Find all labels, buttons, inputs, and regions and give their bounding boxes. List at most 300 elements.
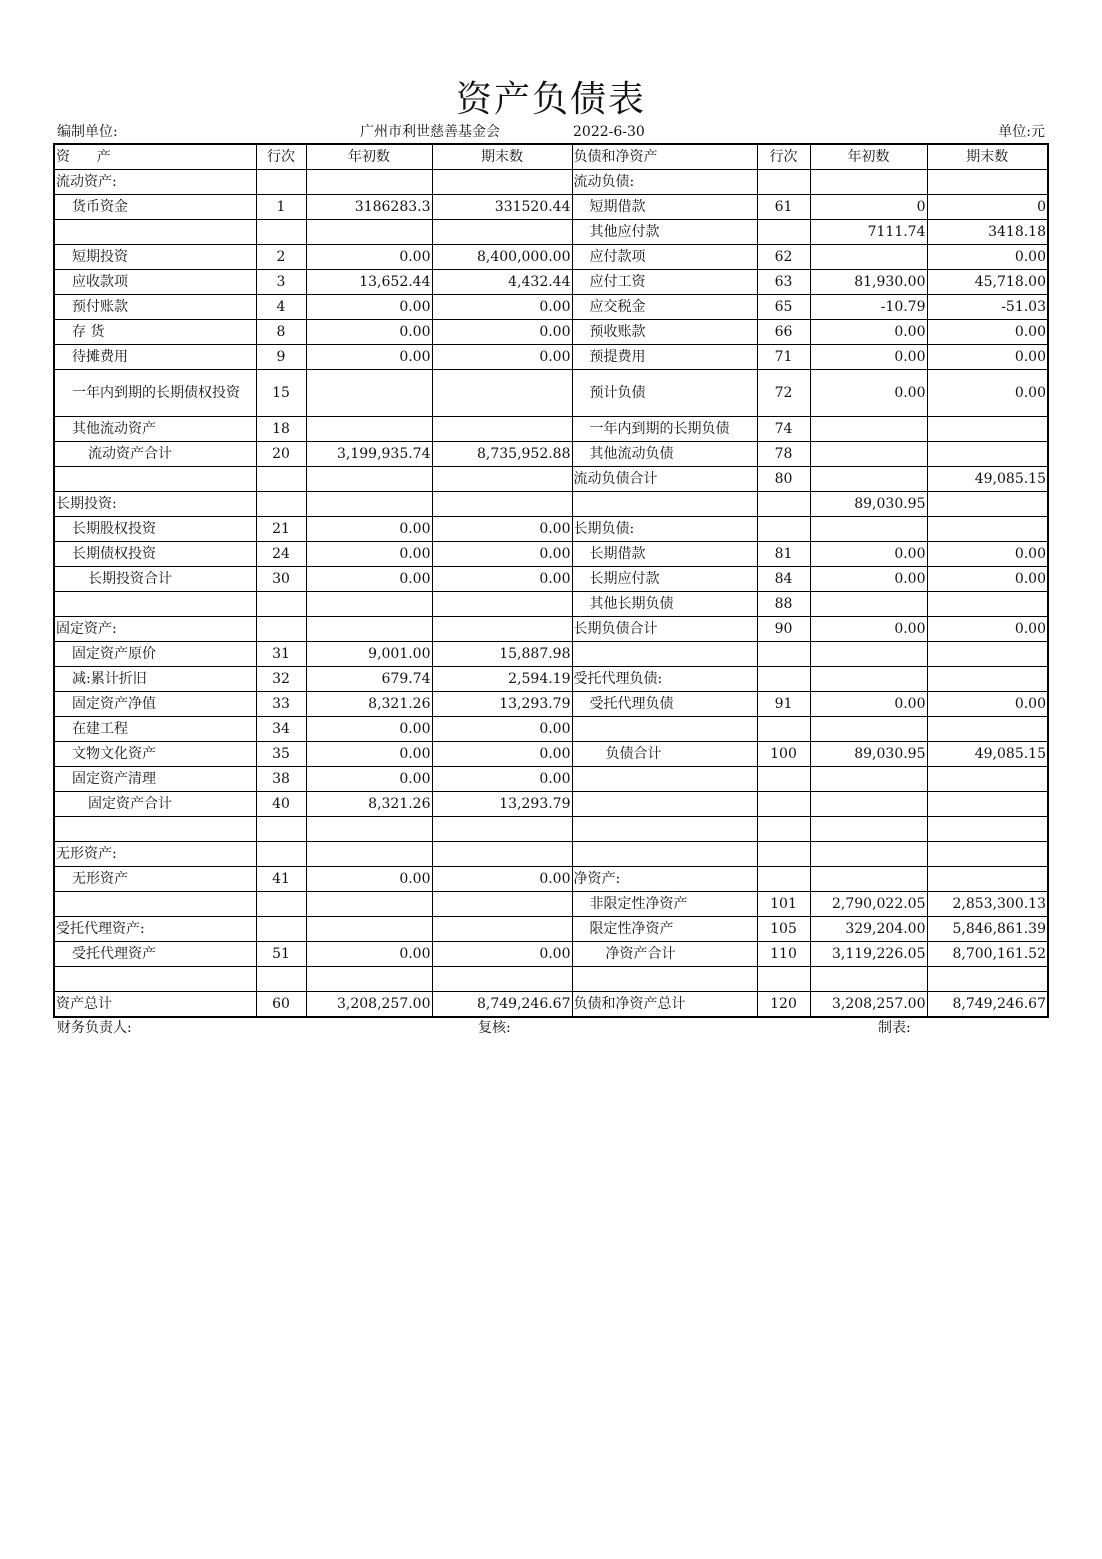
asset-line: 30: [256, 567, 306, 592]
liability-end: [927, 442, 1048, 467]
liability-end: [927, 592, 1048, 617]
table-row: [54, 592, 1048, 617]
header-line-2: 行次: [757, 144, 810, 170]
liability-name: 其他长期负债: [572, 592, 757, 617]
liability-line: 88: [757, 592, 810, 617]
asset-line: [256, 967, 306, 992]
liability-line: 74: [757, 417, 810, 442]
balance-sheet-table: [53, 143, 1049, 1018]
liability-begin: [810, 717, 927, 742]
table-row: [54, 817, 1048, 842]
table-row: [54, 295, 1048, 320]
table-row: [54, 692, 1048, 717]
asset-begin: 0.00: [306, 767, 432, 792]
table-row: [54, 642, 1048, 667]
liability-end: 5,846,861.39: [927, 917, 1048, 942]
liability-name: 净资产:: [572, 867, 757, 892]
liability-line: 72: [757, 370, 810, 417]
asset-line: 3: [256, 270, 306, 295]
liability-line: 101: [757, 892, 810, 917]
liability-end: [927, 717, 1048, 742]
asset-end: 13,293.79: [432, 792, 572, 817]
asset-line: 18: [256, 417, 306, 442]
header-asset: 资 产: [54, 144, 256, 170]
asset-name: 长期投资合计: [54, 567, 256, 592]
asset-line: 41: [256, 867, 306, 892]
liability-name: 预收账款: [572, 320, 757, 345]
asset-name: 资产总计: [54, 992, 256, 1018]
liability-end: [927, 767, 1048, 792]
liability-end: 49,085.15: [927, 467, 1048, 492]
liability-line: 61: [757, 195, 810, 220]
liability-begin: [810, 467, 927, 492]
asset-name: 长期债权投资: [54, 542, 256, 567]
liability-name: 净资产合计: [572, 942, 757, 967]
liability-begin: 0.00: [810, 320, 927, 345]
liability-end: [927, 967, 1048, 992]
asset-end: 8,400,000.00: [432, 245, 572, 270]
asset-begin: [306, 170, 432, 195]
asset-end: 0.00: [432, 295, 572, 320]
asset-begin: [306, 892, 432, 917]
finance-officer-label: 财务负责人:: [57, 1020, 132, 1036]
header-liability: 负债和净资产: [572, 144, 757, 170]
liability-name: [572, 492, 757, 517]
asset-name: 其他流动资产: [54, 417, 256, 442]
asset-begin: 0.00: [306, 567, 432, 592]
asset-end: 0.00: [432, 345, 572, 370]
asset-line: [256, 842, 306, 867]
liability-begin: [810, 245, 927, 270]
liability-name: 一年内到期的长期负债: [572, 417, 757, 442]
asset-line: 51: [256, 942, 306, 967]
asset-line: 33: [256, 692, 306, 717]
liability-begin: 2,790,022.05: [810, 892, 927, 917]
asset-name: 流动资产合计: [54, 442, 256, 467]
table-row: [54, 517, 1048, 542]
asset-begin: [306, 617, 432, 642]
liability-name: 长期借款: [572, 542, 757, 567]
asset-line: 8: [256, 320, 306, 345]
liability-begin: [810, 867, 927, 892]
table-row: [54, 467, 1048, 492]
liability-line: 90: [757, 617, 810, 642]
asset-end: 13,293.79: [432, 692, 572, 717]
asset-end: [432, 417, 572, 442]
liability-name: 应付工资: [572, 270, 757, 295]
liability-name: 流动负债合计: [572, 467, 757, 492]
liability-begin: 329,204.00: [810, 917, 927, 942]
liability-name: 应付款项: [572, 245, 757, 270]
asset-end: [432, 592, 572, 617]
table-row: [54, 370, 1048, 417]
liability-line: [757, 667, 810, 692]
table-row: [54, 967, 1048, 992]
liability-end: 0.00: [927, 345, 1048, 370]
asset-line: 24: [256, 542, 306, 567]
table-row: [54, 792, 1048, 817]
asset-end: 0.00: [432, 717, 572, 742]
liability-end: 49,085.15: [927, 742, 1048, 767]
liability-end: [927, 170, 1048, 195]
asset-begin: [306, 492, 432, 517]
liability-name: 其他应付款: [572, 220, 757, 245]
asset-line: 60: [256, 992, 306, 1018]
liability-begin: 0.00: [810, 345, 927, 370]
liability-line: [757, 492, 810, 517]
table-row: [54, 717, 1048, 742]
asset-end: 0.00: [432, 517, 572, 542]
asset-begin: 3,208,257.00: [306, 992, 432, 1018]
table-row: [54, 567, 1048, 592]
liability-end: 0: [927, 195, 1048, 220]
liability-line: 65: [757, 295, 810, 320]
asset-end: [432, 220, 572, 245]
table-row: [54, 542, 1048, 567]
liability-line: 66: [757, 320, 810, 345]
asset-name: 存 货: [54, 320, 256, 345]
liability-end: 0.00: [927, 320, 1048, 345]
liability-line: 62: [757, 245, 810, 270]
liability-line: [757, 792, 810, 817]
asset-name: 在建工程: [54, 717, 256, 742]
table-row: [54, 617, 1048, 642]
asset-begin: [306, 467, 432, 492]
table-row: [54, 442, 1048, 467]
liability-begin: 0.00: [810, 542, 927, 567]
asset-line: 40: [256, 792, 306, 817]
asset-end: [432, 170, 572, 195]
liability-begin: [810, 967, 927, 992]
liability-begin: 0.00: [810, 617, 927, 642]
liability-begin: 3,208,257.00: [810, 992, 927, 1018]
liability-name: 长期负债:: [572, 517, 757, 542]
liability-name: [572, 642, 757, 667]
liability-begin: 3,119,226.05: [810, 942, 927, 967]
asset-begin: [306, 817, 432, 842]
asset-name: [54, 967, 256, 992]
asset-begin: 0.00: [306, 942, 432, 967]
asset-name: 受托代理资产: [54, 942, 256, 967]
asset-name: 固定资产合计: [54, 792, 256, 817]
table-row: [54, 245, 1048, 270]
asset-end: [432, 467, 572, 492]
table-row: [54, 195, 1048, 220]
liability-line: [757, 517, 810, 542]
table-row: [54, 767, 1048, 792]
asset-line: 20: [256, 442, 306, 467]
liability-line: [757, 867, 810, 892]
asset-end: [432, 370, 572, 417]
liability-name: [572, 817, 757, 842]
liability-end: 0.00: [927, 617, 1048, 642]
liability-end: 0.00: [927, 692, 1048, 717]
liability-name: 其他流动负债: [572, 442, 757, 467]
asset-begin: [306, 220, 432, 245]
liability-name: 限定性净资产: [572, 917, 757, 942]
liability-line: 105: [757, 917, 810, 942]
liability-line: 100: [757, 742, 810, 767]
liability-begin: 89,030.95: [810, 492, 927, 517]
liability-end: 0.00: [927, 567, 1048, 592]
header-begin-2: 年初数: [810, 144, 927, 170]
liability-name: 长期负债合计: [572, 617, 757, 642]
asset-begin: 0.00: [306, 517, 432, 542]
liability-end: 8,700,161.52: [927, 942, 1048, 967]
asset-name: 文物文化资产: [54, 742, 256, 767]
liability-line: 110: [757, 942, 810, 967]
table-row: [54, 220, 1048, 245]
asset-name: 固定资产清理: [54, 767, 256, 792]
asset-end: 331520.44: [432, 195, 572, 220]
liability-begin: [810, 170, 927, 195]
asset-begin: 8,321.26: [306, 692, 432, 717]
report-date: 2022-6-30: [573, 124, 645, 140]
asset-line: [256, 170, 306, 195]
liability-begin: [810, 442, 927, 467]
asset-name: 固定资产原价: [54, 642, 256, 667]
reviewer-label: 复核:: [478, 1020, 511, 1036]
liability-end: 0.00: [927, 370, 1048, 417]
asset-name: 长期投资:: [54, 492, 256, 517]
asset-name: 减:累计折旧: [54, 667, 256, 692]
table-row: [54, 867, 1048, 892]
asset-begin: 0.00: [306, 345, 432, 370]
liability-name: [572, 842, 757, 867]
liability-line: 91: [757, 692, 810, 717]
asset-begin: 13,652.44: [306, 270, 432, 295]
liability-name: 应交税金: [572, 295, 757, 320]
asset-end: 4,432.44: [432, 270, 572, 295]
liability-begin: -10.79: [810, 295, 927, 320]
liability-name: 流动负债:: [572, 170, 757, 195]
header-row: [54, 144, 1048, 170]
liability-name: 负债和净资产总计: [572, 992, 757, 1018]
asset-name: [54, 467, 256, 492]
liability-line: [757, 170, 810, 195]
liability-begin: [810, 517, 927, 542]
asset-end: 8,749,246.67: [432, 992, 572, 1018]
asset-name: 短期投资: [54, 245, 256, 270]
liability-begin: [810, 642, 927, 667]
liability-begin: [810, 592, 927, 617]
liability-line: [757, 842, 810, 867]
liability-end: [927, 642, 1048, 667]
asset-line: [256, 892, 306, 917]
asset-name: 固定资产净值: [54, 692, 256, 717]
liability-name: 长期应付款: [572, 567, 757, 592]
asset-line: 4: [256, 295, 306, 320]
liability-end: 0.00: [927, 245, 1048, 270]
liability-begin: 0.00: [810, 567, 927, 592]
asset-begin: 0.00: [306, 245, 432, 270]
asset-name: 预付账款: [54, 295, 256, 320]
asset-end: 15,887.98: [432, 642, 572, 667]
liability-line: 80: [757, 467, 810, 492]
asset-line: 1: [256, 195, 306, 220]
liability-line: [757, 817, 810, 842]
asset-line: [256, 492, 306, 517]
asset-line: [256, 592, 306, 617]
report-title: 资产负债表: [455, 79, 646, 120]
header-end: 期末数: [432, 144, 572, 170]
asset-name: 待摊费用: [54, 345, 256, 370]
liability-line: 63: [757, 270, 810, 295]
asset-end: [432, 492, 572, 517]
liability-end: [927, 517, 1048, 542]
liability-begin: 0.00: [810, 370, 927, 417]
asset-begin: 9,001.00: [306, 642, 432, 667]
asset-line: 32: [256, 667, 306, 692]
header-begin: 年初数: [306, 144, 432, 170]
table-row: [54, 992, 1048, 1018]
liability-name: 非限定性净资产: [572, 892, 757, 917]
asset-end: 0.00: [432, 867, 572, 892]
asset-end: [432, 817, 572, 842]
liability-line: [757, 220, 810, 245]
asset-begin: 0.00: [306, 320, 432, 345]
table-row: [54, 842, 1048, 867]
liability-line: [757, 717, 810, 742]
header-end-2: 期末数: [927, 144, 1048, 170]
asset-end: [432, 892, 572, 917]
asset-begin: 0.00: [306, 867, 432, 892]
table-row: [54, 345, 1048, 370]
liability-end: 45,718.00: [927, 270, 1048, 295]
asset-name: 长期股权投资: [54, 517, 256, 542]
liability-name: 受托代理负债:: [572, 667, 757, 692]
liability-end: 2,853,300.13: [927, 892, 1048, 917]
liability-end: 8,749,246.67: [927, 992, 1048, 1018]
liability-line: 81: [757, 542, 810, 567]
table-row: [54, 492, 1048, 517]
asset-end: [432, 967, 572, 992]
asset-name: 无形资产:: [54, 842, 256, 867]
liability-line: 71: [757, 345, 810, 370]
asset-name: 固定资产:: [54, 617, 256, 642]
asset-begin: 3186283.3: [306, 195, 432, 220]
table-row: [54, 667, 1048, 692]
liability-end: [927, 842, 1048, 867]
asset-line: [256, 817, 306, 842]
asset-name: 流动资产:: [54, 170, 256, 195]
asset-begin: 679.74: [306, 667, 432, 692]
asset-line: [256, 220, 306, 245]
asset-name: [54, 592, 256, 617]
asset-line: 2: [256, 245, 306, 270]
table-row: [54, 942, 1048, 967]
table-row: [54, 320, 1048, 345]
liability-name: [572, 967, 757, 992]
asset-line: 34: [256, 717, 306, 742]
liability-end: 3418.18: [927, 220, 1048, 245]
liability-end: [927, 667, 1048, 692]
asset-name: [54, 817, 256, 842]
liability-name: [572, 792, 757, 817]
liability-line: [757, 767, 810, 792]
asset-line: 35: [256, 742, 306, 767]
table-row: [54, 270, 1048, 295]
asset-begin: 0.00: [306, 295, 432, 320]
asset-line: [256, 617, 306, 642]
asset-end: 0.00: [432, 942, 572, 967]
liability-end: [927, 817, 1048, 842]
currency-unit: 单位:元: [998, 124, 1045, 140]
liability-line: [757, 967, 810, 992]
liability-begin: [810, 417, 927, 442]
table-row: [54, 417, 1048, 442]
liability-begin: 0.00: [810, 692, 927, 717]
asset-end: 0.00: [432, 542, 572, 567]
asset-end: 8,735,952.88: [432, 442, 572, 467]
liability-begin: [810, 842, 927, 867]
asset-begin: [306, 842, 432, 867]
liability-begin: [810, 767, 927, 792]
asset-end: [432, 842, 572, 867]
asset-end: 0.00: [432, 567, 572, 592]
liability-line: 78: [757, 442, 810, 467]
liability-name: [572, 767, 757, 792]
asset-name: [54, 220, 256, 245]
asset-line: 21: [256, 517, 306, 542]
preparer-label: 制表:: [878, 1020, 911, 1036]
table-row: [54, 742, 1048, 767]
asset-end: 0.00: [432, 742, 572, 767]
compiling-unit-label: 编制单位:: [57, 124, 118, 140]
liability-begin: [810, 667, 927, 692]
table-row: [54, 892, 1048, 917]
table-row: [54, 917, 1048, 942]
liability-begin: [810, 817, 927, 842]
liability-begin: 7111.74: [810, 220, 927, 245]
liability-name: 预计负债: [572, 370, 757, 417]
liability-begin: 81,930.00: [810, 270, 927, 295]
asset-line: [256, 917, 306, 942]
asset-line: 31: [256, 642, 306, 667]
liability-end: 0.00: [927, 542, 1048, 567]
asset-line: 9: [256, 345, 306, 370]
liability-end: [927, 417, 1048, 442]
asset-begin: 0.00: [306, 542, 432, 567]
asset-name: 一年内到期的长期债权投资: [54, 370, 256, 417]
asset-end: 2,594.19: [432, 667, 572, 692]
header-line: 行次: [256, 144, 306, 170]
asset-begin: 0.00: [306, 717, 432, 742]
liability-name: 负债合计: [572, 742, 757, 767]
liability-begin: 89,030.95: [810, 742, 927, 767]
asset-line: [256, 467, 306, 492]
organization-name: 广州市利世慈善基金会: [360, 124, 500, 140]
liability-end: [927, 492, 1048, 517]
liability-line: 120: [757, 992, 810, 1018]
asset-end: [432, 617, 572, 642]
liability-end: [927, 792, 1048, 817]
asset-name: 受托代理资产:: [54, 917, 256, 942]
liability-begin: 0: [810, 195, 927, 220]
asset-begin: 0.00: [306, 742, 432, 767]
liability-line: [757, 642, 810, 667]
liability-line: 84: [757, 567, 810, 592]
asset-name: 货币资金: [54, 195, 256, 220]
liability-end: [927, 867, 1048, 892]
asset-end: 0.00: [432, 320, 572, 345]
asset-name: 应收款项: [54, 270, 256, 295]
asset-begin: [306, 370, 432, 417]
asset-begin: [306, 592, 432, 617]
asset-name: 无形资产: [54, 867, 256, 892]
asset-begin: 3,199,935.74: [306, 442, 432, 467]
liability-name: 短期借款: [572, 195, 757, 220]
